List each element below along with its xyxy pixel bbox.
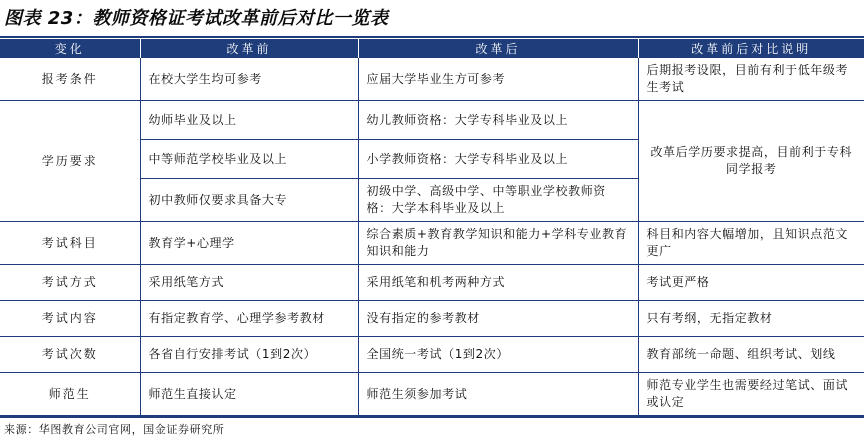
row-category: 考试内容: [0, 301, 140, 337]
cell-note: 科目和内容大幅增加，且知识点范文更广: [638, 222, 864, 265]
cell-after: 应届大学毕业生方可参考: [358, 58, 638, 101]
table-row: [0, 265, 864, 301]
row-category: 考试次数: [0, 337, 140, 373]
row-category: 考试方式: [0, 265, 140, 301]
cell-before: 中等师范学校毕业及以上: [140, 140, 358, 179]
cell-before: 各省自行安排考试（1到2次）: [140, 337, 358, 373]
cell-after: 采用纸笔和机考两种方式: [358, 265, 638, 301]
cell-before: 采用纸笔方式: [140, 265, 358, 301]
table-header-row: [0, 39, 864, 58]
cell-before: 教育学+心理学: [140, 222, 358, 265]
header-comparison: 改革前后对比说明: [638, 39, 864, 58]
row-category: 报考条件: [0, 58, 140, 101]
cell-before: 师范生直接认定: [140, 373, 358, 416]
header-after: 改革后: [358, 39, 638, 58]
table-row: [0, 301, 864, 337]
cell-note: 师范专业学生也需要经过笔试、面试或认定: [638, 373, 864, 416]
bottom-divider: [0, 416, 864, 418]
table-row: [0, 222, 864, 265]
cell-after: 全国统一考试（1到2次）: [358, 337, 638, 373]
cell-note: 只有考纲，无指定教材: [638, 301, 864, 337]
comparison-table: [0, 39, 864, 416]
cell-after: 师范生须参加考试: [358, 373, 638, 416]
source-note: 来源：华图教育公司官网，国金证券研究所: [4, 423, 225, 436]
table-row: [0, 101, 864, 140]
header-change: 变化: [0, 39, 140, 58]
cell-note: 教育部统一命题、组织考试、划线: [638, 337, 864, 373]
table-row: [0, 58, 864, 101]
row-category: 考试科目: [0, 222, 140, 265]
cell-note: 后期报考设限，目前有利于低年级考生考试: [638, 58, 864, 101]
figure-title: 图表 23：教师资格证考试改革前后对比一览表: [4, 8, 389, 29]
cell-before: 有指定教育学、心理学参考教材: [140, 301, 358, 337]
cell-before: 初中教师仅要求具备大专: [140, 179, 358, 222]
cell-before: 在校大学生均可参考: [140, 58, 358, 101]
cell-after: 幼儿教师资格：大学专科毕业及以上: [358, 101, 638, 140]
cell-note: 改革后学历要求提高，目前利于专科同学报考: [638, 101, 864, 222]
title-divider: [0, 36, 864, 38]
cell-before: 幼师毕业及以上: [140, 101, 358, 140]
table-row: [0, 373, 864, 416]
header-before: 改革前: [140, 39, 358, 58]
cell-after: 没有指定的参考教材: [358, 301, 638, 337]
cell-after: 初级中学、高级中学、中等职业学校教师资格：大学本科毕业及以上: [358, 179, 638, 222]
cell-note: 考试更严格: [638, 265, 864, 301]
table-row: [0, 337, 864, 373]
row-category: 学历要求: [0, 101, 140, 222]
cell-after: 小学教师资格：大学专科毕业及以上: [358, 140, 638, 179]
row-category: 师范生: [0, 373, 140, 416]
cell-after: 综合素质+教育教学知识和能力+学科专业教育知识和能力: [358, 222, 638, 265]
